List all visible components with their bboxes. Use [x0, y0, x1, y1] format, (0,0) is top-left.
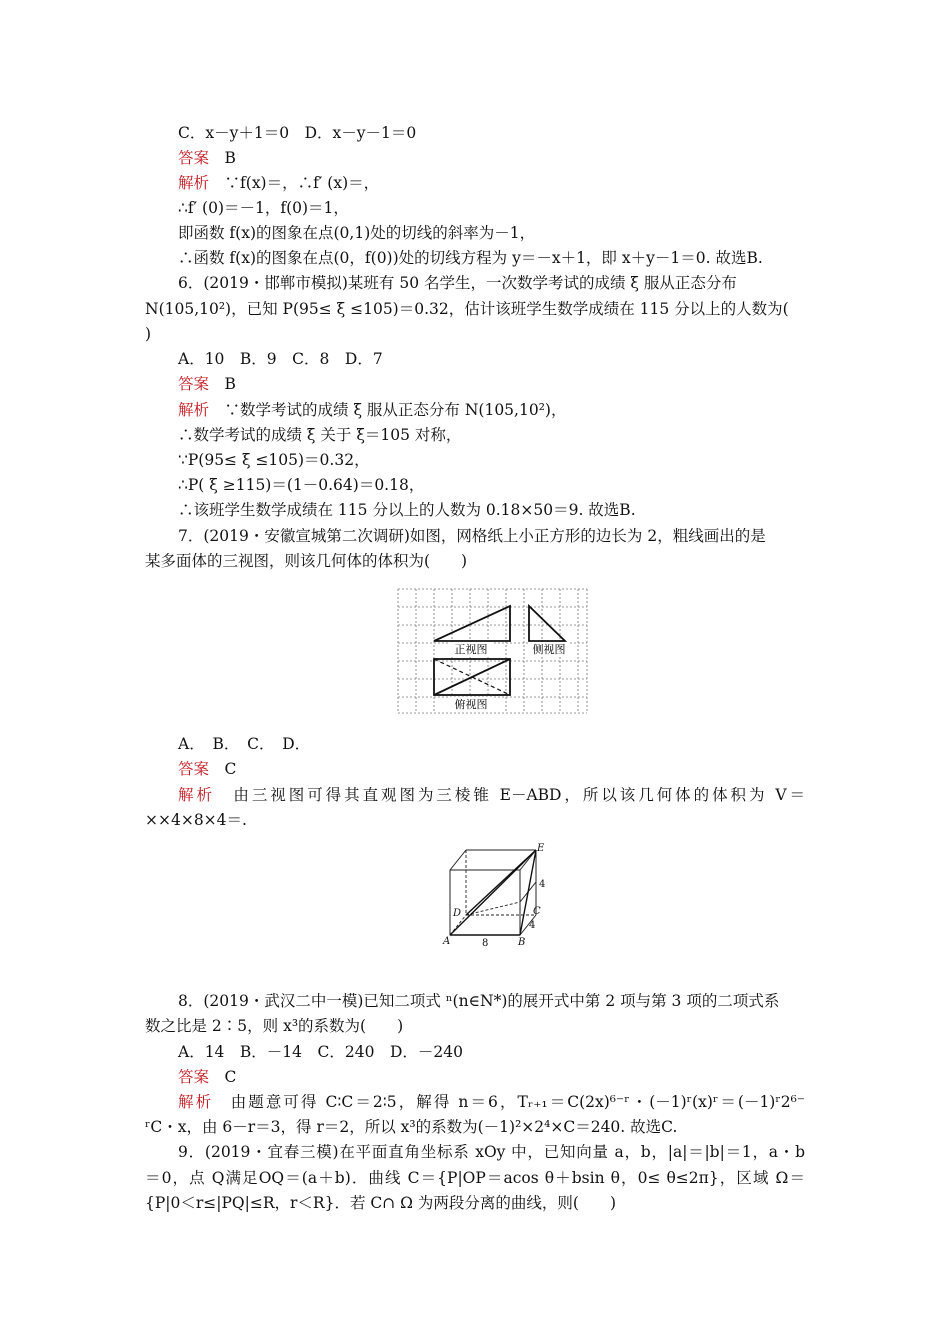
- front-view-label: 正视图: [454, 643, 488, 656]
- q7-analysis-1: [178, 785, 805, 805]
- q7-stem-2: 某多面体的三视图，则该几何体的体积为( ): [145, 552, 468, 570]
- q5-options: C．x－y＋1＝0 D．x－y－1＝0: [178, 124, 417, 142]
- label-a: A: [443, 936, 451, 947]
- three-view-figure: [395, 586, 590, 716]
- analysis-text: ∵f(x)＝，∴f′ (x)＝，: [224, 174, 380, 192]
- q5-analysis-4: ∴函数 f(x)的图象在点(0，f(0))处的切线方程为 y＝－x＋1，即 x＋y－1＝0. 故选B.: [178, 249, 763, 267]
- q8-stem-2: 数之比是 2∶5，则 x³的系数为( ): [145, 1017, 404, 1035]
- length-4-depth: 4: [529, 920, 536, 931]
- q9-stem-3: {P|0＜r≤|PQ|≤R，r＜R}．若 C∩ Ω 为两段分离的曲线，则( ): [145, 1194, 617, 1212]
- answer-value: C: [224, 1068, 237, 1086]
- q5-analysis-1: [178, 173, 379, 193]
- label-b: B: [518, 937, 526, 948]
- q7-analysis-2: ××4×8×4＝.: [145, 811, 247, 829]
- analysis-text: 由三视图可得其直观图为三棱锥 E－ABD，所以该几何体的体积为 V＝: [233, 786, 805, 804]
- side-view-triangle: [529, 606, 565, 641]
- q8-analysis-1: [178, 1092, 805, 1112]
- q5-answer: [178, 148, 236, 168]
- analysis-label: 解析: [178, 1093, 214, 1111]
- length-4-vertical: 4: [539, 879, 546, 890]
- cube-figure: [440, 840, 550, 950]
- analysis-text: ∵数学考试的成绩 ξ 服从正态分布 N(105,10²)，: [224, 401, 567, 419]
- analysis-label: 解析: [178, 401, 210, 419]
- answer-value: B: [224, 149, 236, 167]
- q6-analysis-2: ∴数学考试的成绩 ξ 关于 ξ＝105 对称，: [178, 426, 462, 444]
- answer-label: 答案: [178, 375, 210, 393]
- q8-answer: [178, 1067, 236, 1087]
- q8-stem-1: 8．(2019・武汉二中一模)已知二项式 ⁿ(n∈N*)的展开式中第 2 项与第 3 项的二项式系: [178, 992, 780, 1010]
- cube-edge: [450, 850, 466, 870]
- answer-label: 答案: [178, 149, 210, 167]
- analysis-label: 解析: [178, 174, 210, 192]
- label-d: D: [453, 908, 462, 919]
- q7-options: A． B． C． D．: [178, 735, 311, 753]
- q5-analysis-2: ∴f′ (0)＝－1，f(0)＝1，: [178, 199, 349, 217]
- q8-analysis-2: ʳC・x，由 6－r＝3，得 r＝2，所以 x³的系数为(－1)²×2⁴×C＝240. 故选C.: [145, 1118, 678, 1136]
- answer-label: 答案: [178, 1068, 210, 1086]
- q6-options: A．10 B．9 C．8 D．7: [178, 350, 383, 368]
- q6-stem-3: ): [145, 325, 152, 343]
- side-view-label: 侧视图: [532, 643, 566, 656]
- label-e: E: [537, 843, 545, 854]
- q7-answer: [178, 759, 236, 779]
- q5-analysis-3: 即函数 f(x)的图象在点(0,1)处的切线的斜率为－1，: [178, 224, 536, 242]
- q6-answer: [178, 374, 236, 394]
- analysis-text: 由题意可得 C∶C＝2∶5，解得 n＝6，Tᵣ₊₁＝C(2x)⁶⁻ʳ・(－1)ʳ(x)ʳ＝(－1)ʳ2⁶⁻: [230, 1093, 805, 1111]
- q8-options: A．14 B．－14 C．240 D．－240: [178, 1043, 463, 1061]
- q6-analysis-5: ∴该班学生数学成绩在 115 分以上的人数为 0.18×50＝9. 故选B.: [178, 501, 636, 519]
- q6-analysis-1: [178, 400, 566, 420]
- q9-stem-2: ＝0，点 Q满足OQ＝(a＋b)．曲线 C＝{P|OP＝acos θ＋bsin θ，0≤ θ≤2π}，区域 Ω＝: [145, 1169, 805, 1187]
- answer-value: C: [224, 760, 237, 778]
- q6-stem-2: N(105,10²)，已知 P(95≤ ξ ≤105)＝0.32，估计该班学生数学成绩在 115 分以上的人数为(: [145, 300, 789, 318]
- answer-label: 答案: [178, 760, 210, 778]
- q6-stem-1: 6．(2019・邯郸市模拟)某班有 50 名学生，一次数学考试的成绩 ξ 服从正态分布: [178, 274, 737, 292]
- top-view-label: 俯视图: [454, 698, 488, 711]
- label-c: C: [533, 906, 541, 917]
- q6-analysis-3: ∵P(95≤ ξ ≤105)＝0.32，: [178, 451, 370, 469]
- length-8: 8: [482, 938, 489, 949]
- answer-value: B: [224, 375, 236, 393]
- q9-stem-1: 9．(2019・宜春三模)在平面直角坐标系 xOy 中，已知向量 a，b，|a|＝|b|＝1，a・b: [178, 1143, 805, 1161]
- q7-stem-1: 7．(2019・安徽宣城第二次调研)如图，网格纸上小正方形的边长为 2，粗线画出的是: [178, 527, 766, 545]
- front-view-triangle: [434, 606, 510, 641]
- analysis-label: 解析: [178, 786, 215, 804]
- cube-hidden-edge: [466, 902, 520, 915]
- q6-analysis-4: ∴P( ξ ≥115)＝(1－0.64)＝0.18，: [178, 476, 425, 494]
